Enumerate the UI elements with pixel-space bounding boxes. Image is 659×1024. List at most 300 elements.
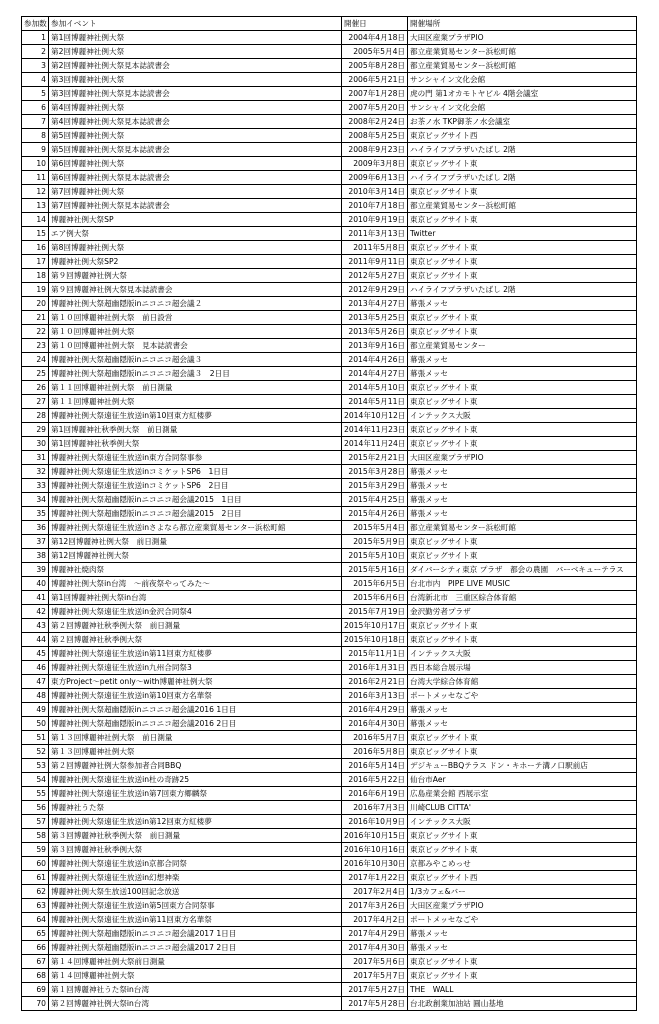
table-row [22, 129, 637, 143]
row-date: 2015年5月9日 [342, 535, 408, 549]
row-venue: 台湾大学綜合体育館 [408, 675, 637, 689]
row-venue: 東京ビッグサイト東 [408, 549, 637, 563]
row-date: 2007年1月28日 [342, 87, 408, 101]
row-count: 2 [22, 45, 49, 59]
row-venue: 東京ビッグサイト東 [408, 843, 637, 857]
row-date: 2015年10月18日 [342, 633, 408, 647]
table-row [22, 479, 637, 493]
row-date: 2017年5月27日 [342, 983, 408, 997]
table-row [22, 591, 637, 605]
row-count: 36 [22, 521, 49, 535]
table-row [22, 689, 637, 703]
row-date: 2008年5月25日 [342, 129, 408, 143]
row-count: 41 [22, 591, 49, 605]
table-row [22, 885, 637, 899]
row-date: 2010年7月18日 [342, 199, 408, 213]
row-venue: デジキューBBQテラス ドン・キホーテ溝ノ口駅前店 [408, 759, 637, 773]
row-event: 東方Project～petit only～with博麗神社例大祭 [49, 675, 342, 689]
row-date: 2016年5月22日 [342, 773, 408, 787]
table-row [22, 899, 637, 913]
row-date: 2011年3月13日 [342, 227, 408, 241]
row-count: 42 [22, 605, 49, 619]
row-date: 2017年4月29日 [342, 927, 408, 941]
row-count: 35 [22, 507, 49, 521]
row-venue: インテックス大阪 [408, 647, 637, 661]
table-body [22, 31, 637, 1011]
row-date: 2012年9月29日 [342, 283, 408, 297]
header-event: 参加イベント [49, 17, 342, 31]
table-row [22, 605, 637, 619]
table-row [22, 913, 637, 927]
row-date: 2013年5月26日 [342, 325, 408, 339]
row-event: 第5回博麗神社例大祭 [49, 129, 342, 143]
row-count: 6 [22, 101, 49, 115]
table-row [22, 311, 637, 325]
row-venue: 金沢勤労者プラザ [408, 605, 637, 619]
row-venue: 台北市内 PIPE LIVE MUSIC [408, 577, 637, 591]
row-event: 博麗神社例大祭遠征生放送in第11回東方紅楼夢 [49, 647, 342, 661]
row-event: エア例大祭 [49, 227, 342, 241]
row-venue: ポートメッセなごや [408, 913, 637, 927]
row-count: 47 [22, 675, 49, 689]
row-count: 27 [22, 395, 49, 409]
row-date: 2016年3月13日 [342, 689, 408, 703]
row-event: 博麗神社例大祭遠征生放送in金沢合同祭4 [49, 605, 342, 619]
row-date: 2014年4月26日 [342, 353, 408, 367]
row-venue: サンシャイン文化会館 [408, 73, 637, 87]
table-row [22, 745, 637, 759]
row-count: 62 [22, 885, 49, 899]
row-date: 2007年5月20日 [342, 101, 408, 115]
row-count: 10 [22, 157, 49, 171]
row-venue: 東京ビッグサイト東 [408, 437, 637, 451]
table-row [22, 661, 637, 675]
row-venue: 東京ビッグサイト東 [408, 241, 637, 255]
table-row [22, 87, 637, 101]
row-event: 第１０回博麗神社例大祭 [49, 325, 342, 339]
row-event: 第２回博麗神社例大祭in台湾 [49, 997, 342, 1011]
row-date: 2017年2月4日 [342, 885, 408, 899]
row-date: 2008年2月24日 [342, 115, 408, 129]
row-count: 69 [22, 983, 49, 997]
row-event: 博麗神社例大祭遠征生放送in第5回東方合同祭事 [49, 899, 342, 913]
row-venue: 東京ビッグサイト東 [408, 955, 637, 969]
row-venue: 幕張メッセ [408, 479, 637, 493]
row-venue: 幕張メッセ [408, 941, 637, 955]
table-row [22, 857, 637, 871]
table-row [22, 395, 637, 409]
row-date: 2005年5月4日 [342, 45, 408, 59]
table-row [22, 941, 637, 955]
row-venue: 西日本総合展示場 [408, 661, 637, 675]
table-row [22, 199, 637, 213]
row-venue: ハイライフプラザいたばし 2階 [408, 143, 637, 157]
row-count: 24 [22, 353, 49, 367]
row-event: 博麗神社例大祭超幽隠版inニコニコ超会議３ 2日目 [49, 367, 342, 381]
row-event: 第3回博麗神社例大祭見本誌読書会 [49, 87, 342, 101]
row-event: 博麗神社例大祭遠征生放送in東方合同祭事参 [49, 451, 342, 465]
table-row [22, 815, 637, 829]
row-count: 57 [22, 815, 49, 829]
row-venue: 大田区産業プラザPIO [408, 451, 637, 465]
row-venue: 東京ビッグサイト東 [408, 325, 637, 339]
row-date: 2016年5月14日 [342, 759, 408, 773]
row-count: 63 [22, 899, 49, 913]
row-venue: 都立産業貿易センター浜松町館 [408, 45, 637, 59]
row-venue: 仙台市Aer [408, 773, 637, 787]
table-row [22, 927, 637, 941]
table-row [22, 577, 637, 591]
row-venue: 東京ビッグサイト東 [408, 255, 637, 269]
row-count: 25 [22, 367, 49, 381]
table-row [22, 871, 637, 885]
row-date: 2016年4月29日 [342, 703, 408, 717]
row-event: 博麗神社例大祭超幽隠版inニコニコ超会議2015 1日目 [49, 493, 342, 507]
table-row [22, 451, 637, 465]
row-date: 2014年5月11日 [342, 395, 408, 409]
row-venue: 東京ビッグサイト東 [408, 535, 637, 549]
row-date: 2015年2月21日 [342, 451, 408, 465]
row-venue: 東京ビッグサイト東 [408, 395, 637, 409]
row-date: 2016年10月30日 [342, 857, 408, 871]
row-count: 40 [22, 577, 49, 591]
row-event: 第4回博麗神社例大祭 [49, 101, 342, 115]
row-venue: 東京ビッグサイト東 [408, 829, 637, 843]
row-count: 65 [22, 927, 49, 941]
row-count: 32 [22, 465, 49, 479]
row-event: 博麗神社例大祭遠征生放送in第10回東方名華祭 [49, 689, 342, 703]
row-event: 博麗神社例大祭in台湾 ～前夜祭やってみた～ [49, 577, 342, 591]
table-row [22, 759, 637, 773]
row-count: 56 [22, 801, 49, 815]
row-count: 7 [22, 115, 49, 129]
row-event: 博麗神社例大祭遠征生放送inさよなら都立産業貿易センター浜松町館 [49, 521, 342, 535]
row-event: 博麗神社例大祭超幽隠版inニコニコ超会議２ [49, 297, 342, 311]
row-date: 2017年4月2日 [342, 913, 408, 927]
row-event: 博麗神社例大祭遠征生放送in京都合同祭 [49, 857, 342, 871]
row-venue: ハイライフプラザいたばし 2階 [408, 283, 637, 297]
row-count: 39 [22, 563, 49, 577]
row-venue: 東京ビッグサイト東 [408, 185, 637, 199]
row-event: 第1回博麗神社秋季例大祭 [49, 437, 342, 451]
row-date: 2015年4月26日 [342, 507, 408, 521]
table-row [22, 955, 637, 969]
row-count: 44 [22, 633, 49, 647]
row-event: 第7回博麗神社例大祭見本誌読書会 [49, 199, 342, 213]
row-date: 2005年8月28日 [342, 59, 408, 73]
row-venue: 広島産業会館 西展示室 [408, 787, 637, 801]
table-row [22, 409, 637, 423]
row-event: 第９回博麗神社例大祭見本誌読書会 [49, 283, 342, 297]
row-count: 61 [22, 871, 49, 885]
row-venue: 東京ビッグサイト西 [408, 129, 637, 143]
row-event: 博麗神社例大祭遠征生放送in第7回東方郷麟祭 [49, 787, 342, 801]
row-venue: 幕張メッセ [408, 703, 637, 717]
table-row [22, 283, 637, 297]
row-count: 34 [22, 493, 49, 507]
row-date: 2017年1月22日 [342, 871, 408, 885]
table-row [22, 367, 637, 381]
row-event: 第4回博麗神社例大祭見本誌読書会 [49, 115, 342, 129]
row-event: 第6回博麗神社例大祭見本誌読書会 [49, 171, 342, 185]
table-row [22, 843, 637, 857]
row-date: 2016年6月19日 [342, 787, 408, 801]
row-count: 12 [22, 185, 49, 199]
row-event: 博麗神社例大祭生放送100回記念放送 [49, 885, 342, 899]
row-event: 第2回博麗神社例大祭見本誌読書会 [49, 59, 342, 73]
row-date: 2016年4月30日 [342, 717, 408, 731]
row-count: 54 [22, 773, 49, 787]
row-count: 53 [22, 759, 49, 773]
row-venue: 東京ビッグサイト西 [408, 871, 637, 885]
row-count: 48 [22, 689, 49, 703]
row-event: 第1回博麗神社例大祭 [49, 31, 342, 45]
row-date: 2015年5月10日 [342, 549, 408, 563]
table-row [22, 437, 637, 451]
row-event: 第１回博麗神社うた祭in台湾 [49, 983, 342, 997]
row-count: 31 [22, 451, 49, 465]
table-row [22, 647, 637, 661]
row-event: 博麗神社焼肉祭 [49, 563, 342, 577]
row-venue: 台湾新北市 三重区綜合体育館 [408, 591, 637, 605]
row-date: 2015年5月4日 [342, 521, 408, 535]
table-row [22, 563, 637, 577]
row-date: 2015年5月16日 [342, 563, 408, 577]
row-event: 第２回博麗神社秋季例大祭 [49, 633, 342, 647]
table-row [22, 157, 637, 171]
row-date: 2016年5月8日 [342, 745, 408, 759]
row-count: 29 [22, 423, 49, 437]
table-row [22, 493, 637, 507]
row-event: 博麗神社例大祭SP [49, 213, 342, 227]
row-date: 2015年6月5日 [342, 577, 408, 591]
row-venue: 都立産業貿易センター [408, 339, 637, 353]
row-event: 第8回博麗神社例大祭 [49, 241, 342, 255]
row-date: 2008年9月23日 [342, 143, 408, 157]
table-row [22, 465, 637, 479]
row-count: 28 [22, 409, 49, 423]
row-date: 2010年3月14日 [342, 185, 408, 199]
row-count: 58 [22, 829, 49, 843]
row-event: 第１３回博麗神社例大祭 前日測量 [49, 731, 342, 745]
row-count: 45 [22, 647, 49, 661]
row-event: 第１３回博麗神社例大祭 [49, 745, 342, 759]
row-count: 50 [22, 717, 49, 731]
table-row [22, 213, 637, 227]
table-row [22, 549, 637, 563]
row-count: 18 [22, 269, 49, 283]
row-count: 9 [22, 143, 49, 157]
row-date: 2009年3月8日 [342, 157, 408, 171]
row-date: 2016年10月15日 [342, 829, 408, 843]
table-row [22, 773, 637, 787]
row-event: 第２回博麗神社秋季例大祭 前日測量 [49, 619, 342, 633]
row-count: 1 [22, 31, 49, 45]
table-row [22, 339, 637, 353]
row-count: 4 [22, 73, 49, 87]
row-venue: ダイバーシティ東京 プラザ 都会の農園 バーベキューテラス [408, 563, 637, 577]
row-event: 第3回博麗神社例大祭 [49, 73, 342, 87]
table-row [22, 619, 637, 633]
row-date: 2010年9月19日 [342, 213, 408, 227]
row-count: 8 [22, 129, 49, 143]
row-venue: サンシャイン文化会館 [408, 101, 637, 115]
row-venue: Twitter [408, 227, 637, 241]
row-event: 博麗神社例大祭遠征生放送in第10回東方紅楼夢 [49, 409, 342, 423]
row-date: 2014年5月10日 [342, 381, 408, 395]
row-event: 博麗神社例大祭超幽隠版inニコニコ超会議2017 1日目 [49, 927, 342, 941]
table-row [22, 101, 637, 115]
row-event: 博麗神社例大祭遠征生放送inコミケットSP6 1日目 [49, 465, 342, 479]
table-row [22, 255, 637, 269]
row-count: 16 [22, 241, 49, 255]
row-date: 2013年4月27日 [342, 297, 408, 311]
row-event: 博麗神社例大祭超幽隠版inニコニコ超会議2016 1日目 [49, 703, 342, 717]
row-count: 55 [22, 787, 49, 801]
row-event: 第３回博麗神社秋季例大祭 [49, 843, 342, 857]
row-count: 30 [22, 437, 49, 451]
table-row [22, 423, 637, 437]
row-venue: 都立産業貿易センター浜松町館 [408, 521, 637, 535]
row-count: 11 [22, 171, 49, 185]
row-event: 博麗神社例大祭超幽隠版inニコニコ超会議2017 2日目 [49, 941, 342, 955]
row-count: 49 [22, 703, 49, 717]
table-row [22, 675, 637, 689]
row-count: 3 [22, 59, 49, 73]
row-event: 第12回博麗神社例大祭 前日測量 [49, 535, 342, 549]
row-date: 2017年4月30日 [342, 941, 408, 955]
row-count: 23 [22, 339, 49, 353]
row-venue: 1/3カフェ&バー [408, 885, 637, 899]
table-row [22, 31, 637, 45]
row-count: 13 [22, 199, 49, 213]
row-venue: ポートメッセなごや [408, 689, 637, 703]
row-date: 2015年11月1日 [342, 647, 408, 661]
row-event: 博麗神社例大祭SP2 [49, 255, 342, 269]
row-event: 第１１回博麗神社例大祭 [49, 395, 342, 409]
row-event: 第１４回博麗神社例大祭前日測量 [49, 955, 342, 969]
row-count: 60 [22, 857, 49, 871]
table-row [22, 59, 637, 73]
table-row [22, 731, 637, 745]
row-count: 14 [22, 213, 49, 227]
table-row [22, 535, 637, 549]
row-date: 2015年3月29日 [342, 479, 408, 493]
row-count: 5 [22, 87, 49, 101]
row-venue: 東京ビッグサイト東 [408, 157, 637, 171]
row-date: 2016年2月21日 [342, 675, 408, 689]
row-venue: 幕張メッセ [408, 717, 637, 731]
row-event: 第９回博麗神社例大祭 [49, 269, 342, 283]
row-date: 2014年10月12日 [342, 409, 408, 423]
row-count: 52 [22, 745, 49, 759]
header-row [22, 17, 637, 31]
row-venue: 東京ビッグサイト東 [408, 969, 637, 983]
row-event: 第２回博麗神社例大祭参加者合同BBQ [49, 759, 342, 773]
row-count: 46 [22, 661, 49, 675]
table-row [22, 227, 637, 241]
row-count: 70 [22, 997, 49, 1011]
table-row [22, 45, 637, 59]
row-event: 第１１回博麗神社例大祭 前日測量 [49, 381, 342, 395]
row-venue: 都立産業貿易センター浜松町館 [408, 199, 637, 213]
row-event: 博麗神社例大祭遠征生放送inコミケットSP6 2日目 [49, 479, 342, 493]
row-count: 17 [22, 255, 49, 269]
row-count: 68 [22, 969, 49, 983]
row-venue: 虎の門 第1オカモトヤビル 4階会議室 [408, 87, 637, 101]
table-row [22, 507, 637, 521]
row-venue: 幕張メッセ [408, 507, 637, 521]
row-date: 2015年3月28日 [342, 465, 408, 479]
table-row [22, 353, 637, 367]
row-venue: 幕張メッセ [408, 353, 637, 367]
row-event: 博麗神社例大祭遠征生放送in杜の奇跡25 [49, 773, 342, 787]
row-event: 第１０回博麗神社例大祭 見本誌読書会 [49, 339, 342, 353]
row-count: 43 [22, 619, 49, 633]
row-count: 21 [22, 311, 49, 325]
row-count: 20 [22, 297, 49, 311]
row-event: 第1回博麗神社秋季例大祭 前日測量 [49, 423, 342, 437]
row-venue: 幕張メッセ [408, 927, 637, 941]
event-table [21, 16, 637, 1011]
row-count: 59 [22, 843, 49, 857]
row-venue: 東京ビッグサイト東 [408, 311, 637, 325]
header-date: 開催日 [342, 17, 408, 31]
table-row [22, 73, 637, 87]
row-date: 2011年5月8日 [342, 241, 408, 255]
table-row [22, 297, 637, 311]
table-row [22, 185, 637, 199]
row-event: 博麗神社例大祭遠征生放送in第12回東方紅楼夢 [49, 815, 342, 829]
row-date: 2017年3月26日 [342, 899, 408, 913]
row-count: 26 [22, 381, 49, 395]
table-row [22, 787, 637, 801]
row-count: 15 [22, 227, 49, 241]
row-date: 2014年11月23日 [342, 423, 408, 437]
row-venue: 川崎CLUB CITTA' [408, 801, 637, 815]
row-event: 博麗神社例大祭超幽隠版inニコニコ超会議2015 2日目 [49, 507, 342, 521]
row-count: 33 [22, 479, 49, 493]
row-date: 2017年5月6日 [342, 955, 408, 969]
event-participation-sheet [21, 16, 636, 1011]
row-count: 51 [22, 731, 49, 745]
row-date: 2004年4月18日 [342, 31, 408, 45]
row-event: 第1回博麗神社例大祭in台湾 [49, 591, 342, 605]
table-row [22, 633, 637, 647]
row-event: 第３回博麗神社秋季例大祭 前日測量 [49, 829, 342, 843]
row-venue: 京都みやこめっせ [408, 857, 637, 871]
row-date: 2013年9月16日 [342, 339, 408, 353]
row-venue: 大田区産業プラザPIO [408, 899, 637, 913]
row-event: 博麗神社うた祭 [49, 801, 342, 815]
row-event: 第6回博麗神社例大祭 [49, 157, 342, 171]
row-event: 第2回博麗神社例大祭 [49, 45, 342, 59]
row-event: 博麗神社例大祭遠征生放送in第11回東方名華祭 [49, 913, 342, 927]
table-row [22, 983, 637, 997]
table-row [22, 115, 637, 129]
row-venue: 台北政創業加油站 圓山基地 [408, 997, 637, 1011]
row-date: 2015年6月6日 [342, 591, 408, 605]
row-venue: インテックス大阪 [408, 409, 637, 423]
row-event: 第5回博麗神社例大祭見本誌読書会 [49, 143, 342, 157]
table-row [22, 171, 637, 185]
row-venue: お茶ノ水 TKP御茶ノ水会議室 [408, 115, 637, 129]
row-event: 第１４回博麗神社例大祭 [49, 969, 342, 983]
row-date: 2014年4月27日 [342, 367, 408, 381]
table-row [22, 269, 637, 283]
row-event: 第7回博麗神社例大祭 [49, 185, 342, 199]
row-date: 2016年7月3日 [342, 801, 408, 815]
